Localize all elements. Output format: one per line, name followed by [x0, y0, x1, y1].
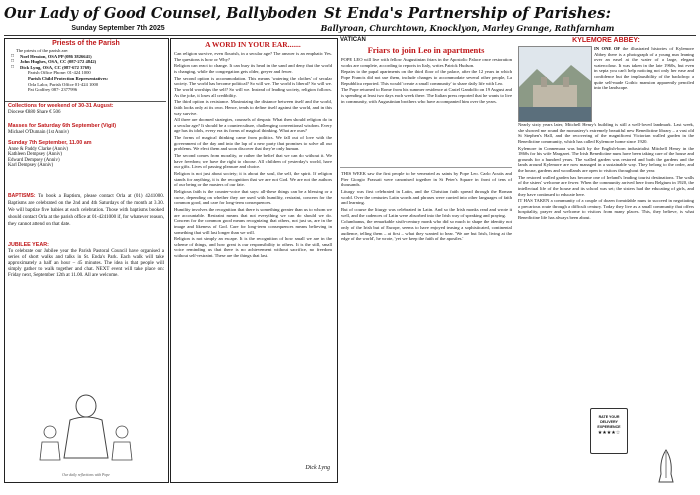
friars-paragraph: But of course the liturgy was celebrated in Latin. And so the Irish monks read and wrote it well, and the cadences of Latin were absorbed into the Irish way of speaking and praying.: [341, 206, 512, 218]
word-paragraph: Religion can react to change. It can bury its head in the sand and deny that the world is changing, while the congregation gets older, greyer and fewer.: [174, 63, 332, 74]
collections-amount: Diocese €880 Share € 506: [8, 110, 61, 115]
kylemore-lead: [594, 46, 694, 118]
word-paragraph: The third option is resistance. Maximizing the distance between itself and the world, faith looks only at its own. Hence, tends to define itself against the world, and in this way survive.: [174, 99, 332, 116]
mass-sunday-intention-2: Kathleen Dempsey (Anniv): [8, 152, 63, 158]
star-rating-icon: ★★★★☆: [597, 431, 621, 436]
priest-dick: □ Dick Lyng, OSA, CC (087-672 3769): [20, 65, 164, 71]
mass-sunday-intention-4: Karl Dempsey (Anniv): [8, 163, 54, 169]
masses-section: [8, 123, 164, 169]
child-protection-orla: Orla Lalor, Parish Office 01-424 1000: [28, 81, 99, 87]
friars-divider: [340, 167, 512, 168]
jubilee-section: [8, 242, 164, 280]
badge-line-2: DELIVERY: [600, 420, 618, 424]
priests-heading: Priests of the Parish: [52, 40, 120, 47]
friars-paragraph: Liturgy was first celebrated in Latin, and the Christian faith spread through the Roman world. Over the centuries Latin words and phrases were carried into other languages of faith and learning.: [341, 188, 512, 206]
jubilee-heading: JUBILEE YEAR:: [8, 242, 49, 248]
mass-sunday-intention-3: Edward Dempsey (Anniv): [8, 157, 60, 163]
friars-paragraph: THIS WEEK saw the first people to be venerated as saints by Pope Leo. Carlo Acutis and Pier Giorgio Frassati were canonised together in St Peter's Square in front of tens of thousands.: [341, 171, 512, 188]
delivery-badge: [590, 408, 628, 454]
friars-body-bottom: [341, 171, 512, 481]
masthead-divider: [4, 35, 696, 36]
kylemore-paragraph: The restored walled garden has become one of Ireland's leading tourist destinations. The walls of the sisters' welcome are fewer. When the community arrived here from Belgium in 1920, the intellectual life of the house and its school was set; the sisters had the educating of girls, and they have continued to educate here.: [518, 174, 694, 197]
child-protection-pat: Pat Godfrey 087- 2377996: [28, 87, 78, 93]
friars-paragraph: The Pope returned to Rome from his summer residence at Castel Gandolfo on 19 August and is spending at least two days each week there. The Italian press reported that he wants to live in community, with Augustinian brothers who have accompanied him over the years.: [341, 87, 512, 104]
left-masthead-title: Our Lady of Good Counsel, Ballyboden: [4, 5, 318, 22]
priest-noel: □ Noel Hession, OSA PP (086 3826641): [20, 54, 164, 60]
word-paragraph: Religious faith is the counter-voice that says: all-these things can be a blessing or a curse, depending on whether they are used with humility, restraint, concern for the common good, and care for long-term consequences.: [174, 189, 332, 206]
left-divider-1: [5, 101, 166, 102]
badge-line-1: RATE YOUR: [598, 415, 620, 419]
praying-hands-icon: [650, 448, 682, 484]
word-paragraph: All three are doomed strategies, counsels of despair. What then should religion do in a secular age? It should be a counterculture, challenging conventional wisdom. Every age has its idols, every era its forms of magical thinking. What are ours?: [174, 117, 332, 134]
word-paragraph: Religion is not simply an escape. It is the recognition of how small we are in the scheme of things, and how great is our responsibility to others. It is the still, small voice reminding us that there is no achievement without sacrifice, no freedom without self-restraint. These are the things that last.: [174, 236, 332, 259]
right-masthead-subtitle: Ballyroan, Churchtown, Knocklyon, Marley Grange, Rathfarnham: [320, 23, 615, 33]
kylemore-abbey-photo: [518, 46, 592, 122]
kylemore-lead-text: the illustrated histories of Kylemore Abbey there is a photograph of a young nun leaning over an easel at the water of a large, elegant watercolour. It was taken in the late 1960s, but even in sepia you can't help noticing not only her ease and confidence but the implausibility of the backdrop: a quite self-made Gothic mansion apparently penciled into the landscape.: [594, 46, 694, 91]
pope-cartoon-illustration: [30, 386, 142, 472]
word-paragraph: The second comes from morality, or rather the belief that we can do without it. We have freedom; we have the right to choose. All children of yesterday's world, have our gifts. Lives of passing pleasure and choice.: [174, 153, 332, 170]
word-paragraph: Religion is not just about society; it is about the soul, the self, the spirit. If religion stands for anything, it is the recognition that we are not God. We are not the authors of our being or the masters of our fate.: [174, 171, 332, 188]
friars-paragraph: POPE LEO will live with fellow Augustinian friars in the Apostolic Palace once restoration works are complete, according to reports in Italy, writes Patrick Hudson.: [341, 57, 512, 68]
right-masthead-title: St Enda's Partnership of Parishes:: [323, 4, 612, 22]
mass-sunday-intention-1: Anne & Paddy Clarke (Anniv): [8, 146, 69, 152]
child-protection-heading: Parish Child Protection Representatives:: [28, 75, 109, 81]
kylemore-body: [518, 122, 694, 364]
word-signoff: Dick Lyng: [305, 465, 330, 471]
word-paragraph: Humility involves the recognition that there is something greater than us to whom we are accountable. Restraint means that not everything we can do should we do. Concern for the common good means recognizing that others, not just us, are in the image and likeness of God. Care for long-term consequences means believing in something that will last longer than we will.: [174, 207, 332, 235]
baptisms-section: [8, 193, 164, 229]
word-paragraph: The second option is accommodation. This means 'watering the clothes' of secular society. The world has become political? So will we. The world is liberal? So will we. The world worships the self? So will we. Instead of leading society, religion follows. As the joke, it loses all credibility.: [174, 75, 332, 98]
masses-sunday-heading: Sunday 7th September, 11.00 am: [8, 139, 92, 146]
friars-body-top: [341, 57, 512, 165]
kylemore-lead-caps: IN ONE OF: [594, 46, 621, 51]
friars-paragraph: Columbanus, the remarkable sixth-century monk who did so much to shape the identity not only of the Irish but of Europe, seems to have enjoyed teasing a sophisticated, continental audience, telling them – at first – what they wanted to hear. 'We are but Irish, living at the edge of the world', he wrote, 'yet we keep the faith of the apostles.': [341, 219, 512, 242]
kylemore-paragraph: Kylemore in Connemara was built by the English-born industrialist Mitchell Henry in the 1860s for his wife Margaret. The Irish Benedictine nuns have been taking care of the house and grounds for a hundred years. The walled garden was restored and both the gardens and the lands around Kylemore are now managed in a sustainable way. They belong to the order, and the house, gardens and woodlands are open to visitors throughout the year.: [518, 145, 694, 173]
friars-heading: Friars to join Leo in apartments: [367, 45, 485, 55]
word-heading: A WORD IN YOUR EAR.......: [205, 40, 301, 49]
baptisms-text: To book a Baptism, please contact Orla at (01) 4241000. Baptisms are celebrated on the 2nd and 4th Saturdays of the month at 3.30. We will baptize five babies at each celebration. Those with baptisms booked should contact Orla at the parish office at 01-4241000 if, for whatever reason, they cannot attend on that date.: [8, 194, 164, 227]
priests-section: [8, 40, 164, 93]
kylemore-heading: KYLEMORE ABBEY:: [572, 37, 640, 44]
parish-office-phone: Parish Office Phone: 01-424 1000: [28, 70, 91, 76]
jubilee-text: To celebrate our Jubilee year the Parish Pastoral Council have organised a series of short walks and talks in St. Enda's Park. Each walk will take approximately a half an hour – 45 minutes. The idea is that people will simply gather to walk together and chat. NEXT event will take place on: Friday next, September 12th at 11.00. All are welcome.: [8, 249, 164, 278]
vatican-header: VATICAN: [340, 37, 366, 43]
pope-cartoon-caption: Our daily reflections with Pope: [62, 473, 110, 477]
kylemore-paragraph: IT HAS TAKEN a community of a couple of dozen formidable nuns to succeed in negotiating a precarious route through a difficult century. Today they live as a small community that offers hospitality, prayer and welcome to visitors from many places. This, they believe, is what Benedictine life has always been about.: [518, 198, 694, 221]
badge-line-3: EXPERIENCE: [597, 425, 621, 429]
kylemore-paragraph: Nearly sixty years later, Mitchell Henry's building is still a well-loved landmark. Last week, she showed me round the monastery's extremely beautiful new Benedictine library – a vast old St Stephen's Hall, and the recovering of the magnificent Victorian walled garden in the Benedictine community, which has called Kylemore home since 1920.: [518, 122, 694, 144]
priest-john: □ John Hughes, OSA, CC (087-272 4842): [20, 59, 164, 65]
left-masthead-date: Sunday September 7th 2025: [71, 25, 165, 32]
baptisms-heading: BAPTISMS:: [8, 193, 36, 199]
word-paragraph: Can religion survive, even flourish, in a secular age? The answer is an emphatic Yes. The questions is how or Why?: [174, 51, 332, 62]
word-body: [174, 51, 332, 461]
collections-section: [8, 103, 164, 116]
collections-heading: Collections for weekend of 30-31 August:: [8, 103, 114, 109]
mass-saturday-intention: Michael O'Dumain (1st Anniv): [8, 130, 69, 135]
priests-intro: The priests of the parish are:: [16, 48, 69, 53]
word-paragraph: The forms of magical thinking came from politics. We fall out of love with the government of the day and into the lap of a new party that promises to solve all our problems. We elect them and soon discover that they're only human.: [174, 135, 332, 152]
friars-paragraph: Repairs to the papal apartments on the third floor of the palace, after the 12 years in which Pope Francis did not use them, include changes to accommodate several other people, La Repubblica reported. This would 'create a small community' to share daily life with Leo.: [341, 69, 512, 86]
masses-saturday-heading: Masses for Saturday 6th September (Vigil): [8, 123, 117, 129]
